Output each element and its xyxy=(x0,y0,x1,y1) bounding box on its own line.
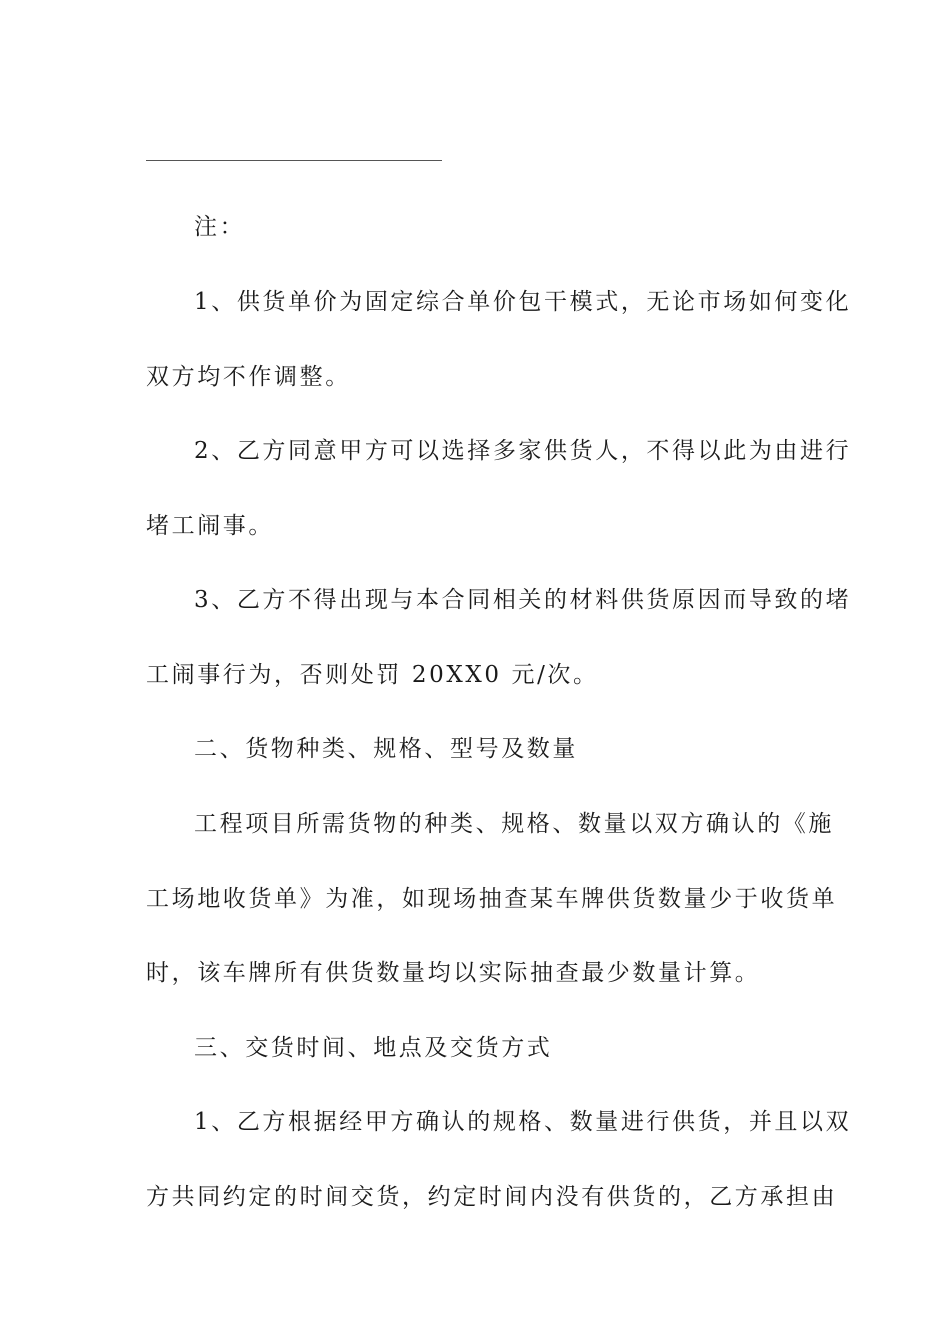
section-heading: 三、交货时间、地点及交货方式 xyxy=(194,1035,553,1061)
paragraph-line: 时，该车牌所有供货数量均以实际抽查最少数量计算。 xyxy=(146,960,761,986)
paragraph-line: 工场地收货单》为准，如现场抽查某车牌供货数量少于收货单 xyxy=(146,886,838,912)
paragraph-line: 工程项目所需货物的种类、规格、数量以双方确认的《施 xyxy=(194,811,834,837)
paragraph-line: 方共同约定的时间交货，约定时间内没有供货的，乙方承担由 xyxy=(146,1184,838,1210)
paragraph-line: 1、供货单价为固定综合单价包干模式，无论市场如何变化 xyxy=(194,289,852,315)
paragraph-line: 3、乙方不得出现与本合同相关的材料供货原因而导致的堵 xyxy=(194,587,852,613)
paragraph-line: 双方均不作调整。 xyxy=(146,364,351,390)
separator-line xyxy=(146,160,442,161)
paragraph-line: 工闹事行为，否则处罚 20XX0 元/次。 xyxy=(146,662,599,688)
note-heading: 注： xyxy=(194,214,246,240)
paragraph-line: 1、乙方根据经甲方确认的规格、数量进行供货，并且以双 xyxy=(194,1109,852,1135)
section-heading: 二、货物种类、规格、型号及数量 xyxy=(194,736,578,762)
paragraph-line: 堵工闹事。 xyxy=(146,513,274,539)
paragraph-line: 2、乙方同意甲方可以选择多家供货人，不得以此为由进行 xyxy=(194,438,852,464)
